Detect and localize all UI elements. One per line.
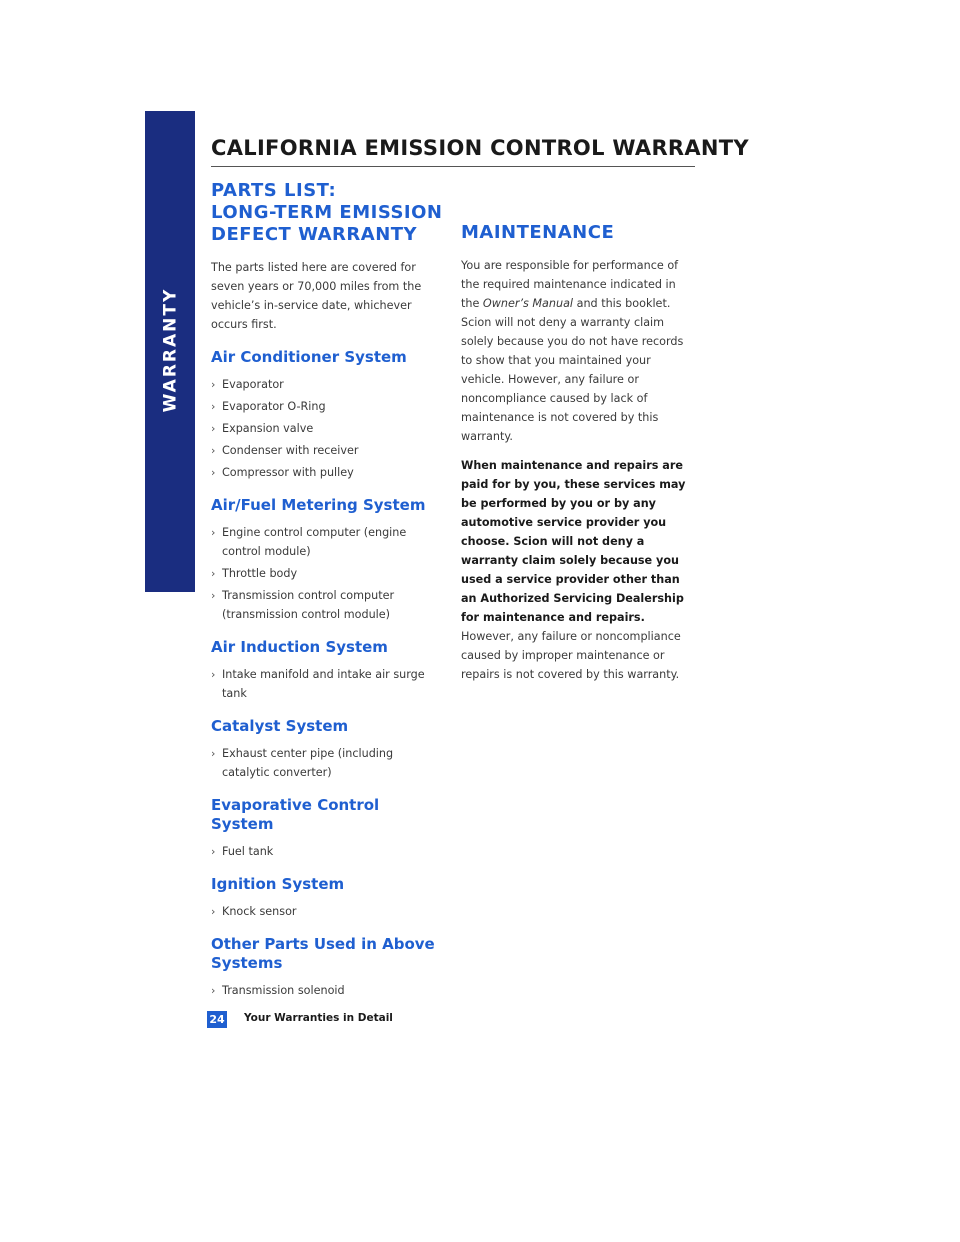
section-heading: [211, 935, 443, 973]
section-heading: [211, 796, 443, 834]
parts-list: [211, 523, 443, 624]
section-heading: [211, 717, 443, 736]
parts-list: [211, 902, 443, 921]
chevron-right-icon: ›: [211, 526, 216, 539]
list-item-text: Throttle body: [222, 567, 298, 580]
list-item: [211, 419, 443, 438]
maintenance-heading: MAINTENANCE: [461, 222, 615, 243]
parts-list: [211, 842, 443, 861]
para-text: and this booklet. Scion will not deny a warranty claim solely because you do not have records to show that you maintained your vehicle. However, any failure or noncompliance caused by lack of maintenance is not covered by this warranty.: [461, 297, 684, 443]
chevron-right-icon: ›: [211, 747, 216, 760]
chevron-right-icon: ›: [211, 567, 216, 580]
list-item: [211, 902, 443, 921]
list-item: [211, 981, 443, 1000]
list-item-text: Engine control computer (engine control module): [222, 526, 407, 558]
parts-intro: The parts listed here are covered for seven years or 70,000 miles from the vehicle’s in-service date, whichever occurs first.: [211, 261, 422, 331]
list-item: [211, 564, 443, 583]
chevron-right-icon: ›: [211, 466, 216, 479]
bold-statement: When maintenance and repairs are paid for by you, these services may be performed by you or by any automotive service provider you choose. Scion will not deny a warranty claim solely because you used a service provider other than an Authorized Servicing Dealership for maintenance and repairs.: [461, 459, 686, 624]
heading-line: LONG-TERM EMISSION: [211, 202, 443, 223]
parts-list-heading: [211, 180, 443, 246]
para-text: However, any failure or noncompliance caused by improper maintenance or repairs is not covered by this warranty.: [461, 630, 681, 681]
list-item: [211, 744, 443, 782]
list-item: [211, 397, 443, 416]
section-heading-line: Air Induction System: [211, 638, 388, 656]
list-item: [211, 665, 443, 703]
section-heading-line: Air/Fuel Metering System: [211, 496, 426, 514]
list-item-text: Expansion valve: [222, 422, 314, 435]
list-item-text: Knock sensor: [222, 905, 297, 918]
list-item: [211, 463, 443, 482]
para-text: You are responsible for performance of the required maintenance indicated in the: [461, 259, 679, 310]
section-heading-line: Systems: [211, 954, 283, 972]
list-item-text: Transmission solenoid: [222, 984, 345, 997]
maintenance-paragraph: [461, 256, 695, 446]
section-heading: [211, 496, 443, 515]
parts-list: [211, 981, 443, 1000]
list-item-text: Condenser with receiver: [222, 444, 359, 457]
heading-line: DEFECT WARRANTY: [211, 224, 418, 245]
page-number: 24: [207, 1011, 227, 1028]
list-item-text: Evaporator O-Ring: [222, 400, 326, 413]
section-heading-line: Catalyst System: [211, 717, 349, 735]
list-item-text: Exhaust center pipe (including catalytic converter): [222, 747, 394, 779]
parts-list: [211, 375, 443, 482]
chevron-right-icon: ›: [211, 845, 216, 858]
sidebar-label: WARRANTY: [160, 287, 180, 413]
section-heading: [211, 638, 443, 657]
title-divider: [211, 166, 695, 167]
list-item: [211, 523, 443, 561]
parts-list: [211, 665, 443, 703]
maintenance-column: [461, 222, 695, 684]
parts-list: [211, 744, 443, 782]
list-item-text: Intake manifold and intake air surge tank: [222, 668, 425, 700]
sidebar-tab: [145, 250, 195, 450]
owners-manual-title: Owner’s Manual: [482, 297, 574, 310]
footer-title: Your Warranties in Detail: [244, 1012, 393, 1024]
list-item: [211, 842, 443, 861]
section-heading: [211, 875, 443, 894]
section-heading-line: Evaporative Control System: [211, 796, 380, 833]
chevron-right-icon: ›: [211, 378, 216, 391]
chevron-right-icon: ›: [211, 905, 216, 918]
section-heading: [211, 348, 443, 367]
section-heading-line: Air Conditioner System: [211, 348, 407, 366]
service-provider-paragraph: [461, 456, 695, 684]
list-item: [211, 375, 443, 394]
page-title: CALIFORNIA EMISSION CONTROL WARRANTY: [211, 136, 749, 160]
chevron-right-icon: ›: [211, 984, 216, 997]
chevron-right-icon: ›: [211, 444, 216, 457]
heading-line: PARTS LIST:: [211, 180, 337, 201]
list-item-text: Evaporator: [222, 378, 284, 391]
chevron-right-icon: ›: [211, 422, 216, 435]
parts-list-column: [211, 180, 443, 1003]
section-heading-line: Ignition System: [211, 875, 345, 893]
section-heading-line: Other Parts Used in Above: [211, 935, 435, 953]
chevron-right-icon: ›: [211, 589, 216, 602]
list-item-text: Compressor with pulley: [222, 466, 354, 479]
parts-sections: [211, 348, 443, 1000]
list-item-text: Transmission control computer (transmission control module): [222, 589, 395, 621]
list-item-text: Fuel tank: [222, 845, 274, 858]
chevron-right-icon: ›: [211, 400, 216, 413]
chevron-right-icon: ›: [211, 668, 216, 681]
list-item: [211, 441, 443, 460]
list-item: [211, 586, 443, 624]
